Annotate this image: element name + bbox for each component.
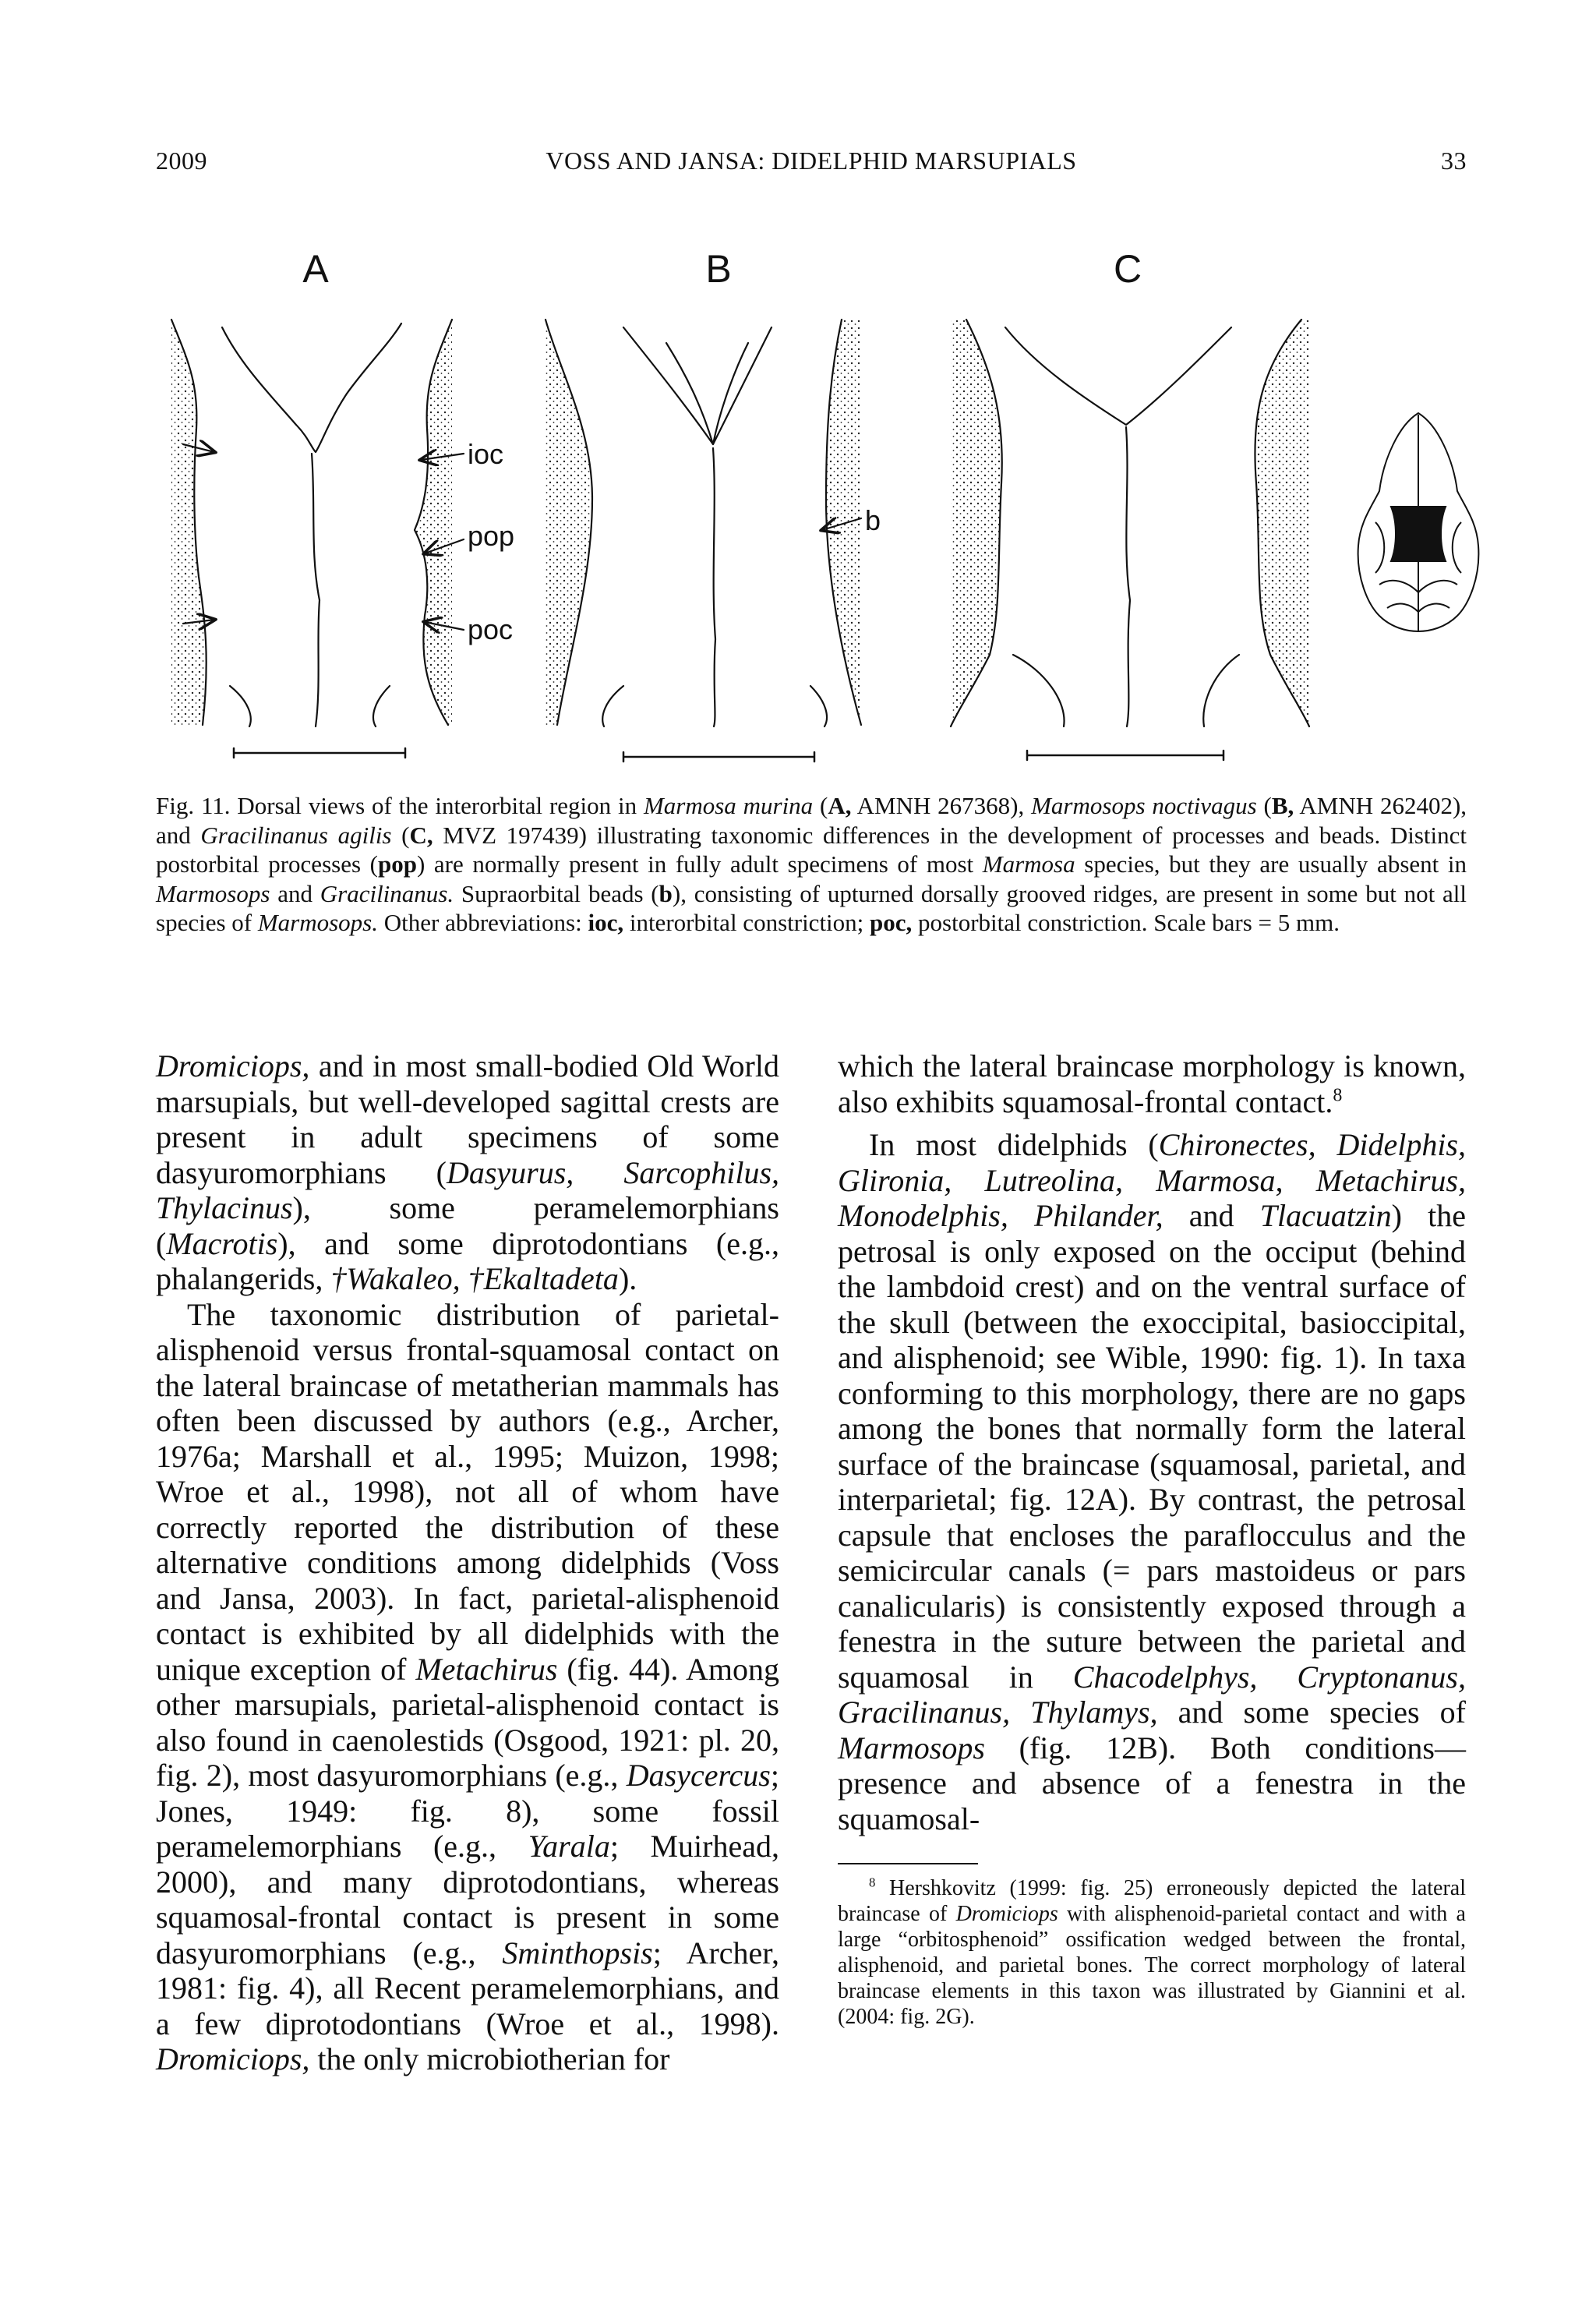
left-paragraph-2: The taxonomic distribution of parietal-alisphenoid versus frontal-squamosal contact on the lateral braincase of metatherian mammals has often been discussed by authors (e.g., Archer, 1976a; Marshall et al., 1995; Muizon, 1998; Wroe et al., 1998), not all of whom have correctly reported the distribution of these alternative conditions among didelphids (Voss and Jansa, 2003). In fact, parietal-alisphenoid contact is exhibited by all didelphids with the unique exception of Metachirus (fig. 44). Among other marsupials, parietal-alisphenoid contact is also found in caenolestids (Osgood, 1921: pl. 20, fig. 2), most dasyuromorphians (e.g., Dasycercus; Jones, 1949: fig. 8), some fossil peramelemorphians (e.g., Yarala; Muirhead, 2000), and many diprotodontians, whereas squamosal-frontal contact is present in some dasyuromorphians (e.g., Sminthopsis; Archer, 1981: fig. 4), all Recent peramelemorphians, and a few diprotodontians (Wroe et al., 1998). Dromiciops, the only microbiotherian for [156, 1296, 779, 2076]
label-ioc: ioc [468, 438, 504, 470]
figure-11 [156, 249, 1325, 795]
left-paragraph-1: Dromiciops, and in most small-bodied Old World marsupials, but well-developed sagittal crests are present in adult specimens of some dasyuromorphians (Dasyurus, Sarcophilus, Thylacinus), some peramelemorphians (Macrotis), and some diprotodontians (e.g., phalangerids, †Wakaleo, †Ekaltadeta). [156, 1048, 780, 1296]
running-header [156, 147, 1467, 186]
header-running-title: VOSS AND JANSA: DIDELPHID MARSUPIALS [546, 147, 1077, 175]
panel-c-drawing [951, 320, 1309, 726]
right-column [838, 1048, 1466, 2030]
label-b: b [865, 504, 881, 536]
header-year: 2009 [156, 147, 207, 175]
panel-label-a: A [302, 249, 329, 291]
right-paragraph-2: In most didelphids (Chironectes, Didelphis, Glironia, Lutreolina, Marmosa, Metachirus, Monodelphis, Philander, and Tlacuatzin) the petrosal is only exposed on the occiput (behind the lambdoid crest) and on the ventral surface of the skull (between the exoccipital, basioccipital, and alisphenoid; see Wible, 1990: fig. 1). In taxa conforming to this morphology, there are no gaps among the bones that normally form the lateral surface of the braincase (squamosal, parietal, and interparietal; fig. 12A). By contrast, the petrosal capsule that encloses the paraflocculus and the semicircular canals (= pars mastoideus or pars canalicularis) is consistently exposed through a fenestra in the suture between the parietal and squamosal in Chacodelphys, Cryptonanus, Gracilinanus, Thylamys, and some species of Marmosops (fig. 12B). Both conditions—presence and absence of a fenestra in the squamosal- [838, 1127, 1466, 1836]
panel-a-drawing [171, 320, 514, 726]
left-column [156, 1048, 779, 2077]
panel-b-drawing [546, 320, 881, 726]
figure-caption: Fig. 11. Dorsal views of the interorbital region in Marmosa murina (A, AMNH 267368), Marmosops noctivagus (B, AMNH 262402), and Gracilinanus agilis (C, MVZ 197439) illustrating taxonomic differences in the development of processes and beads. Distinct postorbital processes (pop) are normally present in fully adult specimens of most Marmosa species, but they are usually absent in Marmosops and Gracilinanus. Supraorbital beads (b), consisting of upturned dorsally grooved ridges, are present in some but not all species of Marmosops. Other abbreviations: ioc, interorbital constriction; poc, postorbital constriction. Scale bars = 5 mm. [156, 792, 1467, 936]
skull-inset-icon [1344, 405, 1492, 639]
label-pop: pop [468, 520, 515, 552]
scale-bars [234, 748, 1223, 762]
panel-label-c: C [1113, 249, 1142, 291]
footnote-rule [838, 1863, 978, 1864]
label-poc: poc [468, 613, 514, 645]
header-page-number: 33 [1441, 147, 1467, 175]
right-paragraph-1: which the lateral braincase morphology is known, also exhibits squamosal-frontal contact.$^8$ [838, 1048, 1466, 1119]
panel-label-b: B [705, 249, 732, 291]
figure-11-illustration [156, 249, 1325, 795]
footnote-8: $^8$ Hershkovitz (1999: fig. 25) erroneously depicted the lateral braincase of Dromiciops with alisphenoid-parietal contact and with a large “orbitosphenoid” ossification wedged between the frontal, alisphenoid, and parietal bones. The correct morphology of lateral braincase elements in this taxon was illustrated by Giannini et al. (2004: fig. 2G). [838, 1875, 1466, 2029]
